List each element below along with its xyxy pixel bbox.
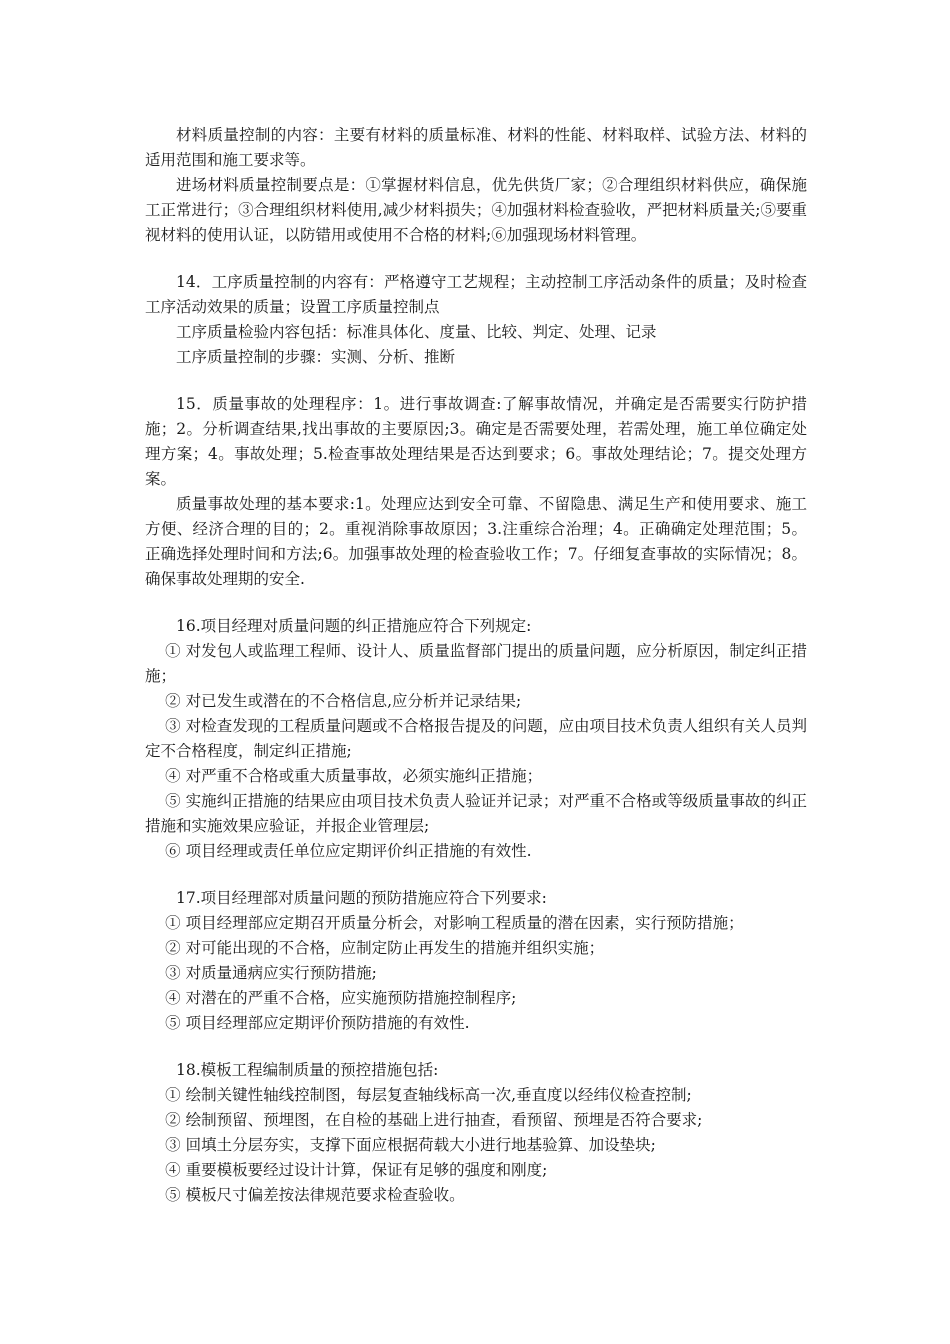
list-item: ② 绘制预留、预埋图，在自检的基础上进行抽查，看预留、预埋是否符合要求;: [165, 1111, 703, 1129]
list-item: ④ 重要模板要经过设计计算，保证有足够的强度和刚度;: [165, 1161, 548, 1179]
section-17: [145, 886, 807, 1036]
material-quality-section: [145, 123, 807, 248]
section-14: [145, 270, 807, 370]
section-gap: [145, 864, 807, 886]
list-item: ⑥ 项目经理或责任单位应定期评价纠正措施的有效性.: [165, 842, 532, 860]
list-item: ① 项目经理部应定期召开质量分析会，对影响工程质量的潜在因素，实行预防措施；: [165, 914, 744, 932]
paragraph: 14．工序质量控制的内容有：严格遵守工艺规程；主动控制工序活动条件的质量；及时检查工序活动效果的质量；设置工序质量控制点: [145, 273, 807, 316]
section-gap: [145, 370, 807, 392]
list-item: ⑤ 实施纠正措施的结果应由项目技术负责人验证并记录；对严重不合格或等级质量事故的纠正措施和实施效果应验证，并报企业管理层;: [145, 792, 807, 835]
list-item: ④ 对严重不合格或重大质量事故，必须实施纠正措施；: [165, 767, 543, 785]
list-item: ① 绘制关键性轴线控制图，每层复查轴线标高一次,垂直度以经纬仪检查控制;: [165, 1086, 692, 1104]
list-item: ③ 对检查发现的工程质量问题或不合格报告提及的问题，应由项目技术负责人组织有关人员判定不合格程度，制定纠正措施;: [145, 717, 807, 760]
section-18: [145, 1058, 807, 1208]
list-item: ⑤ 项目经理部应定期评价预防措施的有效性.: [165, 1014, 470, 1032]
paragraph: 15．质量事故的处理程序：1。进行事故调查:了解事故情况，并确定是否需要实行防护措施；2。分析调查结果,找出事故的主要原因;3。确定是否需要处理，若需处理，施工单位确定处理方案；4。事故处理；5.检查事故处理结果是否达到要求；6。事故处理结论；7。提交处理方案。: [145, 395, 807, 488]
list-item: ③ 对质量通病应实行预防措施;: [165, 964, 377, 982]
paragraph: 质量事故处理的基本要求:1。处理应达到安全可靠、不留隐患、满足生产和使用要求、施工方便、经济合理的目的；2。重视消除事故原因；3.注重综合治理；4。正确确定处理范围；5。正确选择处理时间和方法;6。加强事故处理的检查验收工作；7。仔细复查事故的实际情况；8。确保事故处理期的安全.: [145, 495, 807, 588]
paragraph: 工序质量检验内容包括：标准具体化、度量、比较、判定、处理、记录: [176, 323, 657, 341]
list-item: ② 对可能出现的不合格，应制定防止再发生的措施并组织实施；: [165, 939, 605, 957]
list-item: ④ 对潜在的严重不合格，应实施预防措施控制程序;: [165, 989, 517, 1007]
section-heading: 18.模板工程编制质量的预控措施包括:: [176, 1061, 439, 1079]
document-page: [145, 123, 807, 1208]
paragraph: 进场材料质量控制要点是：①掌握材料信息，优先供货厂家；②合理组织材料供应，确保施工正常进行；③合理组织材料使用,减少材料损失；④加强材料检查验收，严把材料质量关;⑤要重视材料的使用认证，以防错用或使用不合格的材料;⑥加强现场材料管理。: [145, 176, 807, 244]
list-item: ⑤ 模板尺寸偏差按法律规范要求检查验收。: [165, 1186, 465, 1204]
list-item: ① 对发包人或监理工程师、设计人、质量监督部门提出的质量问题，应分析原因，制定纠正措施；: [145, 642, 807, 685]
list-item: ③ 回填土分层夯实，支撑下面应根据荷载大小进行地基验算、加设垫块;: [165, 1136, 656, 1154]
section-gap: [145, 248, 807, 270]
section-15: [145, 392, 807, 592]
section-gap: [145, 1036, 807, 1058]
section-16: [145, 614, 807, 864]
section-heading: 16.项目经理对质量问题的纠正措施应符合下列规定:: [176, 617, 532, 635]
paragraph: 材料质量控制的内容：主要有材料的质量标准、材料的性能、材料取样、试验方法、材料的适用范围和施工要求等。: [145, 126, 807, 169]
list-item: ② 对已发生或潜在的不合格信息,应分析并记录结果;: [165, 692, 522, 710]
section-gap: [145, 592, 807, 614]
paragraph: 工序质量控制的步骤：实测、分析、推断: [176, 348, 456, 366]
section-heading: 17.项目经理部对质量问题的预防措施应符合下列要求:: [176, 889, 547, 907]
